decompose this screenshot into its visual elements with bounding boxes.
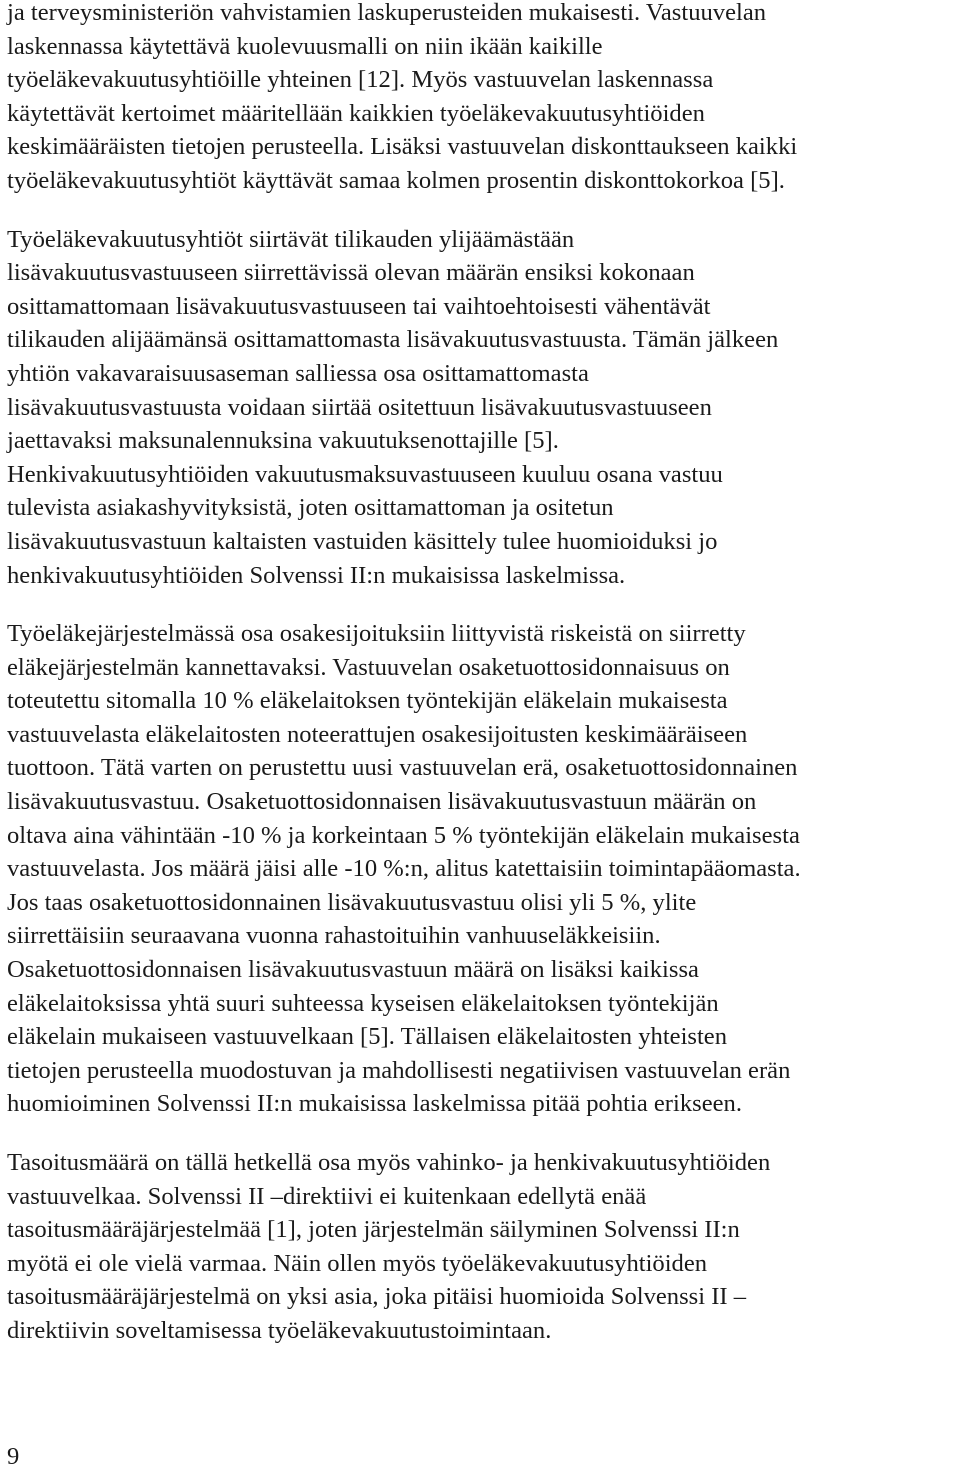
paragraph-equity-linked-liability <box>7 617 957 1121</box>
page-number: 9 <box>7 1443 20 1470</box>
text-line: siirrettäisiin seuraavana vuonna rahastoituihin vanhuuseläkkeisiin. <box>7 922 661 950</box>
text-line: Tasoitusmäärä on tällä hetkellä osa myös vahinko- ja henkivakuutusyhtiöiden <box>7 1149 771 1176</box>
text-line: työeläkevakuutusyhtiöt käyttävät samaa kolmen prosentin diskonttokorkoa [5]. <box>7 166 785 194</box>
text-line: tietojen perusteella muodostuvan ja mahdollisesti negatiivisen vastuuvelan erän <box>7 1056 791 1084</box>
text-line: lisävakuutusvastuun kaltaisten vastuiden käsittely tulee huomioiduksi jo <box>7 527 718 555</box>
text-line: direktiivin soveltamisessa työeläkevakuutustoimintaan. <box>7 1316 552 1344</box>
paragraph-liability-calculation <box>7 0 957 198</box>
text-line: käytettävät kertoimet määritellään kaikkien työeläkevakuutusyhtiöiden <box>7 99 705 127</box>
text-line: henkivakuutusyhtiöiden Solvenssi II:n mukaisissa laskelmissa. <box>7 561 626 589</box>
text-line: vastuuvelasta. Jos määrä jäisi alle -10 %:n, alitus katettaisiin toimintapääomasta. <box>7 855 801 883</box>
text-line: tulevista asiakashyvityksistä, joten osittamattoman ja ositetun <box>7 494 614 522</box>
text-line: huomioiminen Solvenssi II:n mukaisissa laskelmissa pitää pohtia erikseen. <box>7 1090 742 1118</box>
text-line: osittamattomaan lisävakuutusvastuuseen tai vaihtoehtoisesti vähentävät <box>7 292 711 320</box>
paragraph-equalisation-reserve <box>7 1146 957 1348</box>
text-line: vastuuvelkaa. Solvenssi II –direktiivi ei kuitenkaan edellytä enää <box>7 1182 647 1210</box>
text-line: lisävakuutusvastuuseen siirrettävissä olevan määrän ensiksi kokonaan <box>7 259 695 287</box>
text-line: työeläkevakuutusyhtiöille yhteinen [12]. Myös vastuuvelan laskennassa <box>7 66 714 94</box>
text-line: jaettavaksi maksunalennuksina vakuutuksenottajille [5]. <box>7 427 559 455</box>
text-line: myötä ei ole vielä varmaa. Näin ollen myös työeläkevakuutusyhtiöiden <box>7 1249 708 1277</box>
text-line: Työeläkevakuutusyhtiöt siirtävät tilikauden ylijäämästään <box>7 225 575 253</box>
text-line: lisävakuutusvastuusta voidaan siirtää ositettuun lisävakuutusvastuuseen <box>7 393 712 421</box>
text-line: Osaketuottosidonnaisen lisävakuutusvastuun määrä on lisäksi kaikissa <box>7 956 699 984</box>
paragraph-surplus-transfer <box>7 223 957 593</box>
text-line: eläkejärjestelmän kannettavaksi. Vastuuvelan osaketuottosidonnaisuus on <box>7 653 730 681</box>
text-line: toteutettu sitomalla 10 % eläkelaitoksen työntekijän eläkelain mukaisesta <box>7 687 728 715</box>
text-line: lisävakuutusvastuu. Osaketuottosidonnaisen lisävakuutusvastuun määrän on <box>7 788 757 816</box>
text-line: vastuuvelasta eläkelaitosten noteerattujen osakesijoitusten keskimääräiseen <box>7 720 748 748</box>
text-line: yhtiön vakavaraisuusaseman salliessa osa osittamattomasta <box>7 359 589 387</box>
text-line: tuottoon. Tätä varten on perustettu uusi vastuuvelan erä, osaketuottosidonnainen <box>7 754 798 782</box>
text-line: Henkivakuutusyhtiöiden vakuutusmaksuvastuuseen kuuluu osana vastuu <box>7 460 723 488</box>
text-line: eläkelain mukaiseen vastuuvelkaan [5]. Tällaisen eläkelaitosten yhteisten <box>7 1023 728 1051</box>
text-line: ja terveysministeriön vahvistamien laskuperusteiden mukaisesti. Vastuuvelan <box>7 0 767 26</box>
text-line: Työeläkejärjestelmässä osa osakesijoituksiin liittyvistä riskeistä on siirretty <box>7 620 746 648</box>
text-line: keskimääräisten tietojen perusteella. Lisäksi vastuuvelan diskonttaukseen kaikki <box>7 133 798 161</box>
text-line: tasoitusmääräjärjestelmä on yksi asia, joka pitäisi huomioida Solvenssi II – <box>7 1283 747 1311</box>
document-page <box>7 0 957 1348</box>
text-line: tasoitusmääräjärjestelmää [1], joten järjestelmän säilyminen Solvenssi II:n <box>7 1216 740 1244</box>
text-line: laskennassa käytettävä kuolevuusmalli on niin ikään kaikille <box>7 32 603 60</box>
text-line: oltava aina vähintään -10 % ja korkeintaan 5 % työntekijän eläkelain mukaisesta <box>7 821 800 849</box>
text-line: tilikauden alijäämänsä osittamattomasta lisävakuutusvastuusta. Tämän jälkeen <box>7 326 779 354</box>
text-line: eläkelaitoksissa yhtä suuri suhteessa kyseisen eläkelaitoksen työntekijän <box>7 989 719 1017</box>
text-line: Jos taas osaketuottosidonnainen lisävakuutusvastuu olisi yli 5 %, ylite <box>7 888 697 916</box>
